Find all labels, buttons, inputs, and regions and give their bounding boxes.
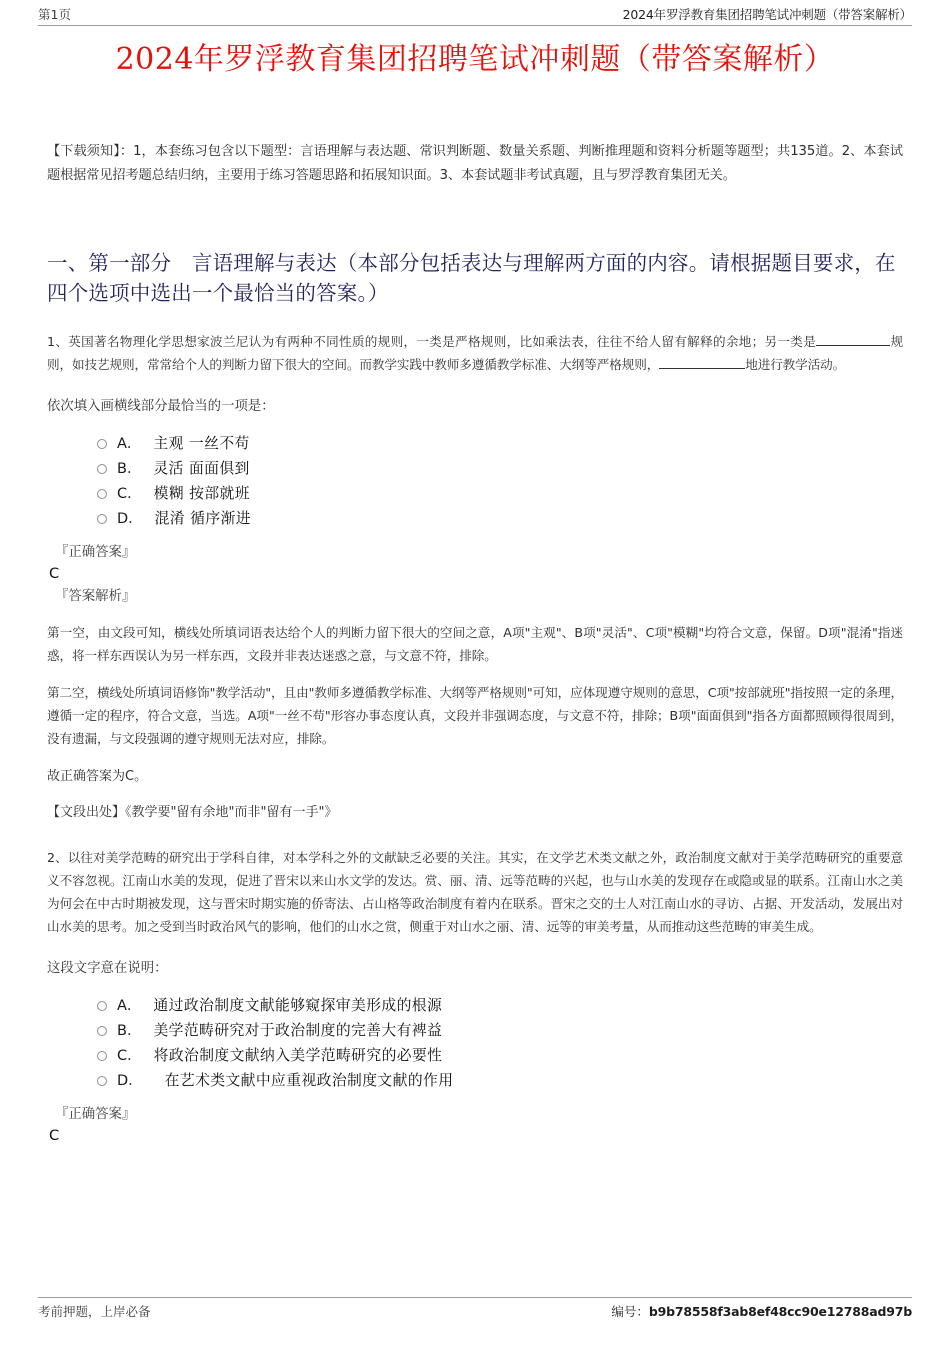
radio-button-icon[interactable] xyxy=(97,1051,107,1061)
radio-button-icon[interactable] xyxy=(97,1001,107,1011)
option-letter: A． xyxy=(117,436,142,452)
footer-code xyxy=(611,1302,912,1320)
page-footer xyxy=(38,1297,912,1323)
option-label: 灵活 面面俱到 xyxy=(153,460,250,477)
options-list xyxy=(47,992,903,1092)
correct-answer-value: C xyxy=(49,1127,60,1144)
radio-button-icon[interactable] xyxy=(97,489,107,499)
option-label: 将政治制度文献纳入美学范畴研究的必要性 xyxy=(153,1047,443,1064)
fill-blank-1 xyxy=(816,345,890,346)
option-letter: D． xyxy=(117,511,143,527)
question-prompt: 这段文字意在说明： xyxy=(47,961,168,976)
question-stem-part1: 1、英国著名物理化学思想家波兰尼认为有两种不同性质的规则，一类是严格规则，比如乘法表，往往不给人留有解释的余地；另一类是 xyxy=(47,334,817,349)
option-letter: D． xyxy=(117,1073,143,1089)
question-block xyxy=(47,846,903,1146)
page-number-marker: 第1页 xyxy=(38,7,71,22)
option-label: 美学范畴研究对于政治制度的完善大有裨益 xyxy=(153,1022,443,1039)
footer-slogan: 考前押题，上岸必备 xyxy=(38,1304,151,1319)
question-block xyxy=(47,330,903,824)
page-header xyxy=(38,0,912,26)
explanation-conclusion: 故正确答案为C。 xyxy=(47,769,148,784)
explanation-paragraph: 第二空，横线处所填词语修饰"教学活动"，且由"教师多遵循教学标准、大纲等严格规则"可知，应体现遵守规则的意思，C项"按部就班"指按照一定的条理，遵循一定的程序，符合文意，当选。A项"一丝不苟"形容办事态度认真，文段并非强调态度，与文意不符，排除；B项"面面俱到"指各方面都照顾得很周到，没有遗漏，与文段强调的遵守规则无法对应，排除。 xyxy=(47,685,903,746)
option-letter: A． xyxy=(117,998,142,1014)
footer-code-value: b9b78558f3ab8ef48cc90e12788ad97b xyxy=(648,1304,912,1319)
option-letter: B． xyxy=(117,1023,142,1039)
running-title: 2024年罗浮教育集团招聘笔试冲刺题（带答案解析） xyxy=(622,7,912,22)
question-stem-part2: 规则，如技艺规则，常常给个人的判断力留下很大的空间。而教学实践中教师多遵循教学标准、大纲等严格规则， xyxy=(47,334,904,372)
option-d[interactable] xyxy=(97,1067,903,1092)
option-label: 模糊 按部就班 xyxy=(153,485,250,502)
document-title: 2024年罗浮教育集团招聘笔试冲刺题（带答案解析） xyxy=(115,42,835,77)
explanation-label: 『答案解析』 xyxy=(55,589,136,604)
radio-button-icon[interactable] xyxy=(97,514,107,524)
question-stem-part3: 地进行教学活动。 xyxy=(745,357,846,372)
explanation-source: 【文段出处】《教学要"留有余地"而非"留有一手"》 xyxy=(47,805,338,820)
option-label: 主观 一丝不苟 xyxy=(153,435,250,452)
footer-code-label: 编号： xyxy=(611,1304,649,1319)
question-stem xyxy=(47,330,903,376)
download-notice: 【下载须知】：1，本套练习包含以下题型：言语理解与表达题、常识判断题、数量关系题、判断推理题和资料分析题等题型；共135道。2、本套试题根据常见招考题总结归纳，主要用于练习答题思路和拓展知识面。3、本套试题非考试真题，且与罗浮教育集团无关。 xyxy=(47,144,903,183)
section-heading: 一、第一部分 言语理解与表达（本部分包括表达与理解两方面的内容。请根据题目要求，在四个选项中选出一个最恰当的答案。） xyxy=(47,251,896,305)
options-list xyxy=(47,430,903,530)
correct-answer-value: C xyxy=(49,565,60,582)
correct-answer-label: 『正确答案』 xyxy=(55,1107,136,1122)
option-letter: B． xyxy=(117,461,142,477)
radio-button-icon[interactable] xyxy=(97,1076,107,1086)
radio-button-icon[interactable] xyxy=(97,439,107,449)
radio-button-icon[interactable] xyxy=(97,1026,107,1036)
correct-answer-label: 『正确答案』 xyxy=(55,545,136,560)
question-prompt: 依次填入画横线部分最恰当的一项是： xyxy=(47,399,275,414)
fill-blank-2 xyxy=(659,368,745,369)
option-letter: C． xyxy=(117,486,142,502)
option-c[interactable] xyxy=(97,1042,903,1067)
question-stem: 2、以往对美学范畴的研究出于学科自律，对本学科之外的文献缺乏必要的关注。其实，在文学艺术类文献之外，政治制度文献对于美学范畴研究的重要意义不容忽视。江南山水美的发现，促进了晋宋以来山水文学的发达。赏、丽、清、远等范畴的兴起，也与山水美的发现存在或隐或显的联系。江南山水之美为何会在中古时期被发现，这与晋宋时期实施的侨寄法、占山格等政治制度有着内在联系。晋宋之交的士人对江南山水的寻访、占据、开发活动，发展出对山水美的思考。加之受到当时政治风气的影响，他们的山水之赏，侧重于对山水之丽、清、远等的审美考量，从而推动这些范畴的审美生成。 xyxy=(47,850,903,934)
option-b[interactable] xyxy=(97,1017,903,1042)
option-a[interactable] xyxy=(97,430,903,455)
option-label: 通过政治制度文献能够窥探审美形成的根源 xyxy=(153,997,443,1014)
document-body xyxy=(47,140,903,1146)
option-a[interactable] xyxy=(97,992,903,1017)
option-d[interactable] xyxy=(97,505,903,530)
option-letter: C． xyxy=(117,1048,142,1064)
option-b[interactable] xyxy=(97,455,903,480)
explanation-paragraph: 第一空，由文段可知，横线处所填词语表达给个人的判断力留下很大的空间之意，A项"主观"、B项"灵活"、C项"模糊"均符合文意，保留。D项"混淆"指迷惑，将一样东西误认为另一样东西，文段并非表达迷惑之意，与文意不符，排除。 xyxy=(47,625,903,663)
option-label: 在艺术类文献中应重视政治制度文献的作用 xyxy=(164,1072,454,1089)
option-label: 混淆 循序渐进 xyxy=(154,510,251,527)
option-c[interactable] xyxy=(97,480,903,505)
radio-button-icon[interactable] xyxy=(97,464,107,474)
